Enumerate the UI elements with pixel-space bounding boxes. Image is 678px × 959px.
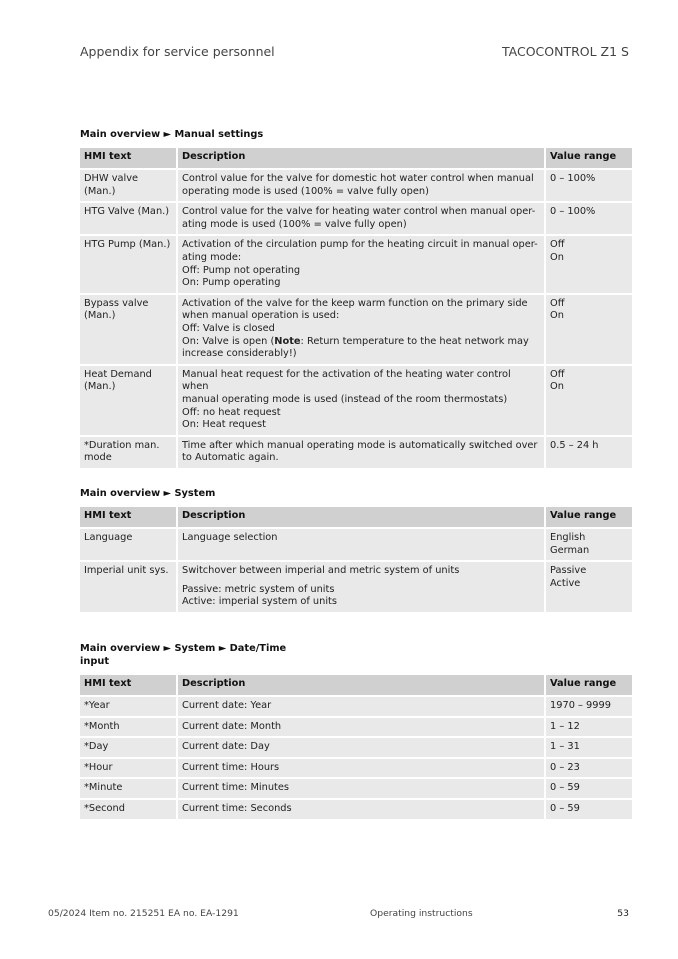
description-text: ating mode: xyxy=(182,251,242,263)
hmi-text: Heat Demand xyxy=(84,368,152,380)
table-row xyxy=(80,562,632,612)
hmi-text: (Man.) xyxy=(84,381,116,393)
description-text: Off: Pump not operating xyxy=(182,264,301,276)
table-header-row xyxy=(80,675,632,695)
hmi-cell xyxy=(80,236,176,292)
description-text: increase considerably!) xyxy=(182,348,297,360)
datetime-title: Main overview ► System ► Date/Time input xyxy=(80,643,287,667)
table-row xyxy=(80,203,632,234)
hmi-text: (Man.) xyxy=(84,310,116,322)
description-text: manual operating mode is used (instead of the room thermostats) xyxy=(182,393,508,405)
datetime-table xyxy=(78,673,634,821)
range-text: Off xyxy=(550,239,565,251)
range-cell: 1 – 12 xyxy=(546,718,632,737)
range-text: Off xyxy=(550,368,565,380)
description-text: Switchover between imperial and metric system of units xyxy=(182,565,460,577)
description-note-line xyxy=(182,336,540,349)
description-cell xyxy=(178,295,544,364)
range-text: Passive xyxy=(550,565,587,577)
description-text: Manual heat request for the activation of the heating water control when xyxy=(182,368,511,393)
description-cell: Current date: Month xyxy=(178,718,544,737)
table-header-row xyxy=(80,148,632,168)
range-text: 0 – 100% xyxy=(550,173,596,184)
description-cell: Current date: Year xyxy=(178,697,544,716)
range-text: 0 – 100% xyxy=(550,206,596,218)
table-row xyxy=(80,366,632,435)
hmi-text: HTG Valve (Man.) xyxy=(84,206,170,218)
description-text: On: Pump operating xyxy=(182,277,281,289)
description-cell xyxy=(178,170,544,201)
range-text: German xyxy=(550,544,590,556)
datetime-section xyxy=(80,642,630,821)
column-header-range: Value range xyxy=(546,148,632,168)
manual-settings-title: Main overview ► Manual settings xyxy=(80,129,264,140)
range-text: On xyxy=(550,310,564,322)
manual-settings-section xyxy=(80,128,630,470)
page-number: 53 xyxy=(617,908,629,919)
table-row xyxy=(80,697,632,716)
description-text: Off: Valve is closed xyxy=(182,322,275,334)
description-text: to Automatic again. xyxy=(182,452,279,464)
system-section xyxy=(80,487,630,614)
column-header-hmi: HMI text xyxy=(80,507,176,527)
range-cell: 0 – 59 xyxy=(546,800,632,819)
range-text: Off xyxy=(550,297,565,309)
description-text: Control value for the valve for domestic hot water control when manual xyxy=(182,173,534,184)
description-cell xyxy=(178,236,544,292)
table-row xyxy=(80,718,632,737)
description-cell: Current time: Minutes xyxy=(178,779,544,798)
column-header-description: Description xyxy=(178,675,544,695)
hmi-cell: Imperial unit sys. xyxy=(80,562,176,612)
range-cell: 0 – 59 xyxy=(546,779,632,798)
column-header-range: Value range xyxy=(546,675,632,695)
range-text: Active xyxy=(550,577,581,589)
description-cell: Language selection xyxy=(178,529,544,560)
table-header-row xyxy=(80,507,632,527)
description-text: Passive: metric system of units xyxy=(182,583,335,595)
column-header-range: Value range xyxy=(546,507,632,527)
description-text: Time after which manual operating mode is automatically switched over xyxy=(182,439,538,451)
table-row xyxy=(80,800,632,819)
hmi-cell: *Month xyxy=(80,718,176,737)
description-text: Activation of the valve for the keep warm function on the primary side xyxy=(182,297,528,309)
description-text: ating mode is used (100% = valve fully open) xyxy=(182,218,407,230)
hmi-text: *Duration man. xyxy=(84,439,160,451)
column-header-description: Description xyxy=(178,148,544,168)
hmi-text: HTG Pump (Man.) xyxy=(84,239,171,251)
range-text: On xyxy=(550,251,564,263)
description-cell xyxy=(178,203,544,234)
range-cell xyxy=(546,529,632,560)
table-row xyxy=(80,759,632,778)
footer-document-type: Operating instructions xyxy=(370,908,473,919)
header-product-name: TACOCONTROL Z1 S xyxy=(501,44,629,59)
description-cell xyxy=(178,562,544,612)
description-text: Active: imperial system of units xyxy=(182,596,337,608)
range-cell: 1970 – 9999 xyxy=(546,697,632,716)
column-header-hmi: HMI text xyxy=(80,675,176,695)
table-row xyxy=(80,170,632,201)
note-label: Note xyxy=(274,335,301,347)
note-suffix: : Return temperature to the heat network may xyxy=(300,335,529,347)
hmi-cell: *Second xyxy=(80,800,176,819)
range-cell xyxy=(546,295,632,364)
description-text: when manual operation is used: xyxy=(182,310,340,322)
range-cell xyxy=(546,203,632,234)
range-text: On xyxy=(550,381,564,393)
table-row xyxy=(80,779,632,798)
hmi-cell: *Minute xyxy=(80,779,176,798)
hmi-text: Bypass valve xyxy=(84,297,149,309)
footer-item-number: 05/2024 Item no. 215251 EA no. EA-1291 xyxy=(48,908,239,919)
description-text: Control value for the valve for heating water control when manual oper- xyxy=(182,206,536,218)
range-cell xyxy=(546,366,632,435)
description-cell: Current time: Hours xyxy=(178,759,544,778)
column-header-hmi: HMI text xyxy=(80,148,176,168)
range-cell xyxy=(546,170,632,201)
range-text: 0.5 – 24 h xyxy=(550,439,599,451)
hmi-cell: *Year xyxy=(80,697,176,716)
description-cell: Current date: Day xyxy=(178,738,544,757)
table-row xyxy=(80,529,632,560)
hmi-cell: Language xyxy=(80,529,176,560)
table-row xyxy=(80,236,632,292)
table-row xyxy=(80,738,632,757)
table-row xyxy=(80,295,632,364)
hmi-cell xyxy=(80,203,176,234)
description-text: Off: no heat request xyxy=(182,406,281,418)
hmi-cell: *Hour xyxy=(80,759,176,778)
hmi-cell xyxy=(80,437,176,468)
range-cell xyxy=(546,562,632,612)
hmi-cell: *Day xyxy=(80,738,176,757)
description-cell: Current time: Seconds xyxy=(178,800,544,819)
hmi-text: mode xyxy=(84,452,112,464)
hmi-cell xyxy=(80,366,176,435)
table-row xyxy=(80,437,632,468)
range-text: English xyxy=(550,532,586,543)
range-cell xyxy=(546,236,632,292)
range-cell xyxy=(546,437,632,468)
note-prefix: On: Valve is open ( xyxy=(182,335,275,347)
description-text: Activation of the circulation pump for the heating circuit in manual oper- xyxy=(182,239,538,251)
header-section-title: Appendix for service personnel xyxy=(80,44,275,59)
range-cell: 1 – 31 xyxy=(546,738,632,757)
system-table xyxy=(78,505,634,614)
hmi-cell xyxy=(80,170,176,201)
column-header-description: Description xyxy=(178,507,544,527)
system-title: Main overview ► System xyxy=(80,488,216,499)
hmi-text: DHW valve (Man.) xyxy=(84,173,139,197)
description-text: operating mode is used (100% = valve fully open) xyxy=(182,185,429,197)
manual-settings-table xyxy=(78,146,634,470)
hmi-cell xyxy=(80,295,176,364)
description-cell xyxy=(178,366,544,435)
description-text: On: Heat request xyxy=(182,419,266,431)
description-cell xyxy=(178,437,544,468)
range-cell: 0 – 23 xyxy=(546,759,632,778)
